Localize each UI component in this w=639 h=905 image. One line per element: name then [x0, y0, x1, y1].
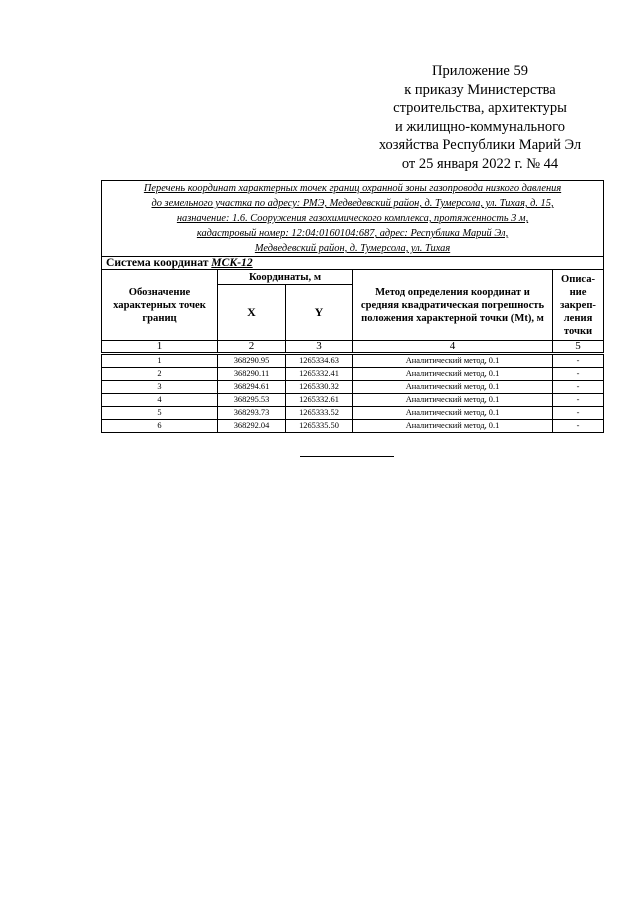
appendix-line: Приложение 59 [432, 63, 528, 79]
point-id: 6 [102, 420, 218, 433]
coord-x: 368292.04 [218, 420, 286, 433]
header-coords: Координаты, м [218, 270, 353, 285]
coord-x: 368294.61 [218, 381, 286, 394]
caption-line: кадастровый номер: 12:04:0160104:687, адрес: Республика Марий Эл, [196, 228, 509, 239]
end-divider [300, 456, 394, 457]
point-id: 1 [102, 354, 218, 368]
description: - [553, 420, 604, 433]
appendix-header [360, 62, 600, 174]
header-y: Y [286, 285, 353, 341]
coord-y: 1265332.41 [286, 368, 353, 381]
coordinate-system [102, 257, 604, 270]
coord-x: 368293.73 [218, 407, 286, 420]
col-number: 5 [553, 341, 604, 354]
header-method: Метод определения координат и средняя квадратическая погрешность положения характерной точки (Mt), м [353, 270, 553, 341]
coord-y: 1265333.52 [286, 407, 353, 420]
point-id: 2 [102, 368, 218, 381]
coord-y: 1265332.61 [286, 394, 353, 407]
header-x: X [218, 285, 286, 341]
description: - [553, 368, 604, 381]
table-row [102, 381, 604, 394]
coordinate-system-value: МСК-12 [211, 256, 253, 269]
method: Аналитический метод, 0.1 [353, 368, 553, 381]
method: Аналитический метод, 0.1 [353, 407, 553, 420]
method: Аналитический метод, 0.1 [353, 394, 553, 407]
description: - [553, 394, 604, 407]
table-row [102, 420, 604, 433]
col-number: 4 [353, 341, 553, 354]
caption-line: назначение: 1.6. Сооружения газохимического комплекса, протяженность 3 м, [176, 213, 529, 224]
col-number: 1 [102, 341, 218, 354]
coord-y: 1265330.32 [286, 381, 353, 394]
caption-line: Медведевский район, д. Тумерсола, ул. Тихая [254, 243, 451, 254]
point-id: 5 [102, 407, 218, 420]
table-row [102, 354, 604, 368]
method: Аналитический метод, 0.1 [353, 354, 553, 368]
coord-x: 368290.95 [218, 354, 286, 368]
point-id: 3 [102, 381, 218, 394]
point-id: 4 [102, 394, 218, 407]
coordinates-table [101, 180, 604, 433]
description: - [553, 381, 604, 394]
coord-x: 368295.53 [218, 394, 286, 407]
appendix-line: строительства, архитектуры [393, 100, 567, 117]
coord-y: 1265335.50 [286, 420, 353, 433]
table-row [102, 368, 604, 381]
caption-line: Перечень координат характерных точек границ охранной зоны газопровода низкого давления [143, 183, 562, 194]
appendix-line: и жилищно-коммунального [394, 118, 566, 135]
appendix-line: к приказу Министерства [404, 81, 556, 98]
header-desc: Описа-ние закреп-ления точки [553, 270, 604, 341]
col-number: 3 [286, 341, 353, 354]
coord-x: 368290.11 [218, 368, 286, 381]
col-number: 2 [218, 341, 286, 354]
appendix-line: хозяйства Республики Марий Эл [378, 137, 582, 154]
coord-y: 1265334.63 [286, 354, 353, 368]
description: - [553, 354, 604, 368]
header-point: Обозначение характерных точек границ [102, 270, 218, 341]
method: Аналитический метод, 0.1 [353, 420, 553, 433]
caption-line: до земельного участка по адресу: РМЭ, Медведевский район, д. Тумерсола, ул. Тихая, д. 15, [151, 198, 554, 209]
description: - [553, 407, 604, 420]
table-row [102, 394, 604, 407]
table-caption [102, 181, 604, 257]
method: Аналитический метод, 0.1 [353, 381, 553, 394]
coordinate-system-label: Система координат [106, 256, 209, 269]
table-row [102, 407, 604, 420]
appendix-line: от 25 января 2022 г. № 44 [401, 155, 559, 172]
